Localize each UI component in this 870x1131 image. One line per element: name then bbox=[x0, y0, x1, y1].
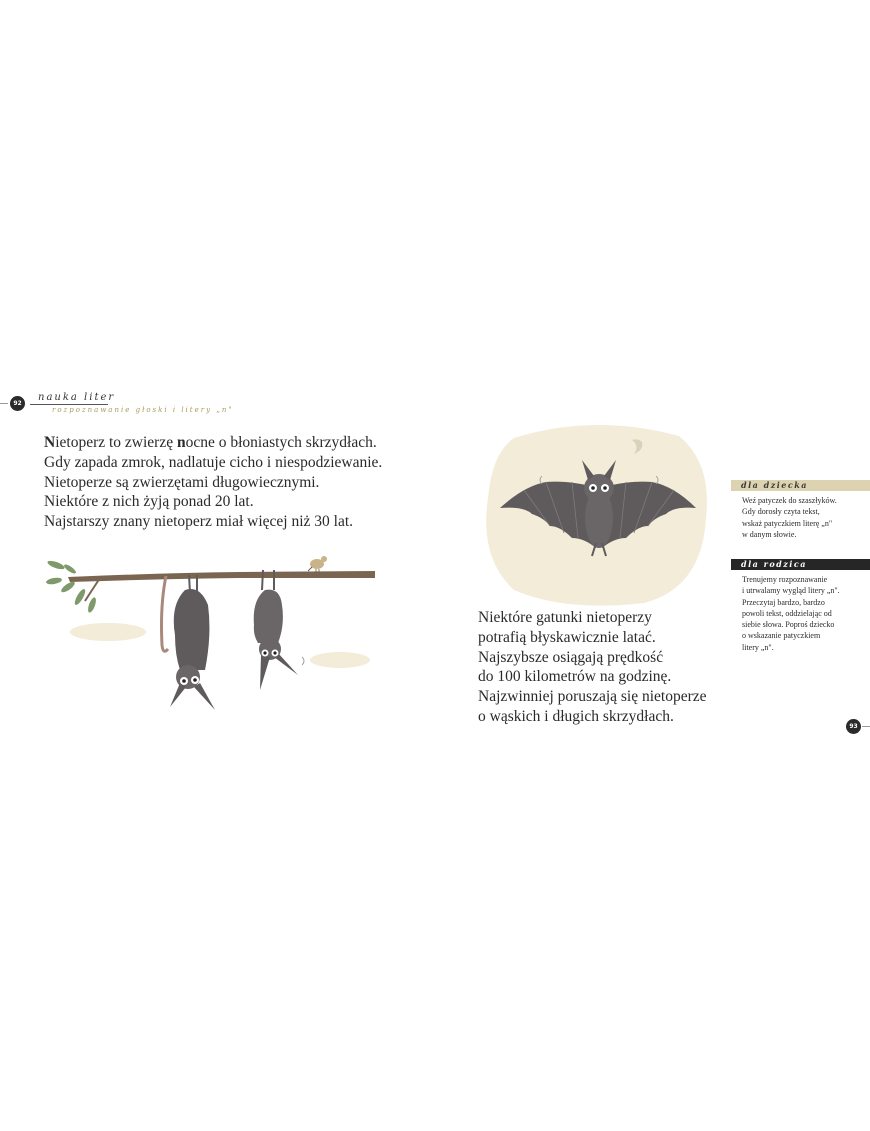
sidebar-line: o wskazanie patyczkiem bbox=[742, 631, 821, 641]
ground-shadow bbox=[310, 652, 370, 668]
twig bbox=[85, 578, 100, 601]
sidebar-line: Weź patyczek do szaszłyków. bbox=[742, 496, 837, 505]
page-number-tick bbox=[0, 403, 8, 404]
sidebar-line: Przeczytaj bardzo, bardzo bbox=[742, 597, 825, 607]
hanging-bats-illustration bbox=[40, 545, 385, 720]
sidebar-line: i utrwalamy wygląd litery „n". bbox=[742, 586, 840, 596]
branch bbox=[68, 571, 375, 582]
paragraph-line: Niektóre z nich żyją ponad 20 lat. bbox=[44, 493, 254, 511]
sidebar-line: siebie słowa. Poproś dziecko bbox=[742, 620, 835, 630]
sidebar-heading-parent: dla rodzica bbox=[731, 559, 870, 570]
sidebar-parent-text bbox=[742, 574, 840, 653]
flying-bat-illustration bbox=[484, 418, 710, 606]
highlight-letter: N bbox=[44, 434, 56, 451]
bird-icon bbox=[308, 556, 327, 573]
sidebar-line: powoli tekst, oddzielając od bbox=[742, 608, 832, 618]
header-rule bbox=[30, 404, 108, 405]
page-number-tick bbox=[862, 726, 870, 727]
sidebar-heading-child: dla dziecka bbox=[731, 480, 870, 491]
hanging-bat-icon bbox=[170, 575, 215, 710]
paragraph-line: Najzwinniej poruszają się nietoperze bbox=[478, 688, 707, 706]
dangling-tail bbox=[162, 576, 169, 651]
paragraph-line: potrafią błyskawicznie latać. bbox=[478, 628, 656, 646]
sidebar-line: wskaż patyczkiem literę „n" bbox=[742, 518, 833, 528]
paragraph-line: Najstarszy znany nietoperz miał więcej niż 30 lat. bbox=[44, 513, 354, 531]
sidebar-line: litery „n". bbox=[742, 642, 774, 652]
paragraph-line: o wąskich i długich skrzydłach. bbox=[478, 707, 674, 725]
text-fragment: ocne o błoniastych skrzydłach. bbox=[185, 434, 377, 451]
sidebar-line: w danym słowie. bbox=[742, 529, 797, 539]
page-number-left: 92 bbox=[10, 396, 25, 411]
text-fragment: ietoperz to zwierzę bbox=[55, 434, 177, 451]
section-subtitle: rozpoznawanie głoski i litery „n" bbox=[52, 406, 234, 414]
sidebar-child-text bbox=[742, 495, 837, 540]
leaves-icon bbox=[46, 559, 98, 613]
sidebar-line: Trenujemy rozpoznawanie bbox=[742, 575, 828, 584]
page-number-right: 93 bbox=[846, 719, 861, 734]
hanging-bat-icon bbox=[254, 570, 304, 690]
paragraph-line: Najszybsze osiągają prędkość bbox=[478, 648, 664, 666]
paragraph-line: do 100 kilometrów na godzinę. bbox=[478, 668, 672, 686]
left-paragraph bbox=[44, 433, 382, 532]
highlight-letter: n bbox=[176, 434, 186, 451]
paragraph-line bbox=[44, 433, 382, 453]
sidebar-line: Gdy dorosły czyta tekst, bbox=[742, 507, 820, 517]
ground-shadow bbox=[70, 623, 146, 641]
section-title: nauka liter bbox=[38, 392, 116, 403]
paragraph-line: Gdy zapada zmrok, nadlatuje cicho i niespodziewanie. bbox=[44, 453, 383, 471]
right-paragraph bbox=[478, 608, 707, 727]
paragraph-line: Nietoperze są zwierzętami długowiecznymi. bbox=[44, 473, 320, 491]
paragraph-line: Niektóre gatunki nietoperzy bbox=[478, 609, 652, 626]
